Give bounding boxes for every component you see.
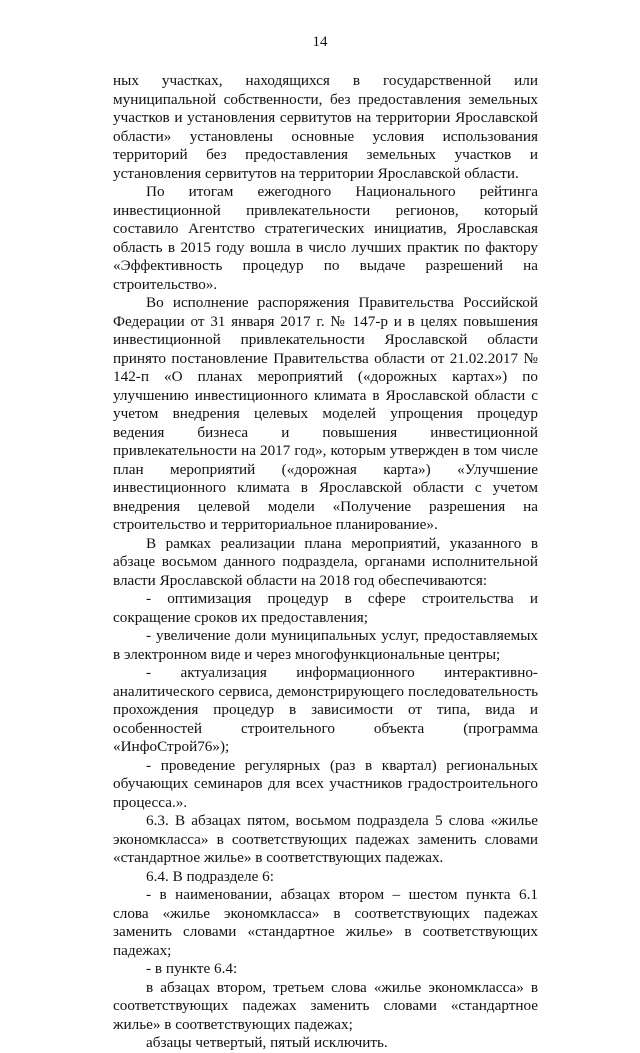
list-item: - в наименовании, абзацах втором – шестом пункта 6.1 слова «жилье экономкласса» в соответствующих падежах заменить словами «стандартное жилье» в соответствующих падежах; — [113, 886, 538, 959]
paragraph: Во исполнение распоряжения Правительства Российской Федерации от 31 января 2017 г. № 147-р и в целях повышения инвестиционной привлекательности Ярославской области принято постановление Правительства области от 21.02.2017 № 142-п «О планах мероприятий («дорожных картах») по улучшению инвестиционного климата в Ярославской области с учетом внедрения целевых моделей упрощения процедур ведения бизнеса и повышения инвестиционной привлекательности на 2017 год», которым утвержден в том числе план мероприятий («дорожная карта») «Улучшение инвестиционного климата в Ярославской области с учетом внедрения целевой модели «Получение разрешения на строительство и территориальное планирование». — [113, 294, 538, 533]
paragraph: По итогам ежегодного Национального рейтинга инвестиционной привлекательности регионов, который составило Агентство стратегических инициатив, Ярославская область в 2015 году вошла в число лучших практик по фактору «Эффективность процедур по выдаче разрешений на строительство». — [113, 183, 538, 293]
paragraph: 6.3. В абзацах пятом, восьмом подраздела 5 слова «жилье экономкласса» в соответствующих падежах заменить словами «стандартное жилье» в соответствующих падежах. — [113, 812, 538, 866]
paragraph: 6.4. В подразделе 6: — [146, 867, 274, 885]
paragraph: В рамках реализации плана мероприятий, указанного в абзаце восьмом данного подраздела, органами исполнительной власти Ярославской области на 2018 год обеспечиваются: — [113, 534, 538, 589]
paragraph: в абзацах втором, третьем слова «жилье экономкласса» в соответствующих падежах заменить словами «стандартное жилье» в соответствующих падежах; — [113, 978, 538, 1033]
list-item: - актуализация информационного интерактивно-аналитического сервиса, демонстрирующего последовательность прохождения процедур в зависимости от типа, вида и особенностей строительного объекта (программа «ИнфоСтрой76»); — [113, 664, 538, 755]
page-number: 14 — [312, 34, 328, 50]
paragraph: абзацы четвертый, пятый исключить. — [146, 1034, 388, 1051]
document-body — [113, 72, 538, 1053]
list-item: - увеличение доли муниципальных услуг, предоставляемых в электронном виде и через многофункциональные центры; — [113, 627, 538, 663]
list-item: - в пункте 6.4: — [146, 960, 238, 977]
list-item: - оптимизация процедур в сфере строительства и сокращение сроков их предоставления; — [113, 590, 538, 626]
list-item: - проведение регулярных (раз в квартал) региональных обучающих семинаров для всех участников градостроительного процесса.». — [113, 756, 538, 811]
paragraph: ных участках, находящихся в государственной или муниципальной собственности, без предоставления земельных участков и установления сервитутов на территории Ярославской области» установлены основные условия использования территорий без предоставления земельных участков и установления сервитутов на территории Ярославской области. — [113, 72, 538, 182]
